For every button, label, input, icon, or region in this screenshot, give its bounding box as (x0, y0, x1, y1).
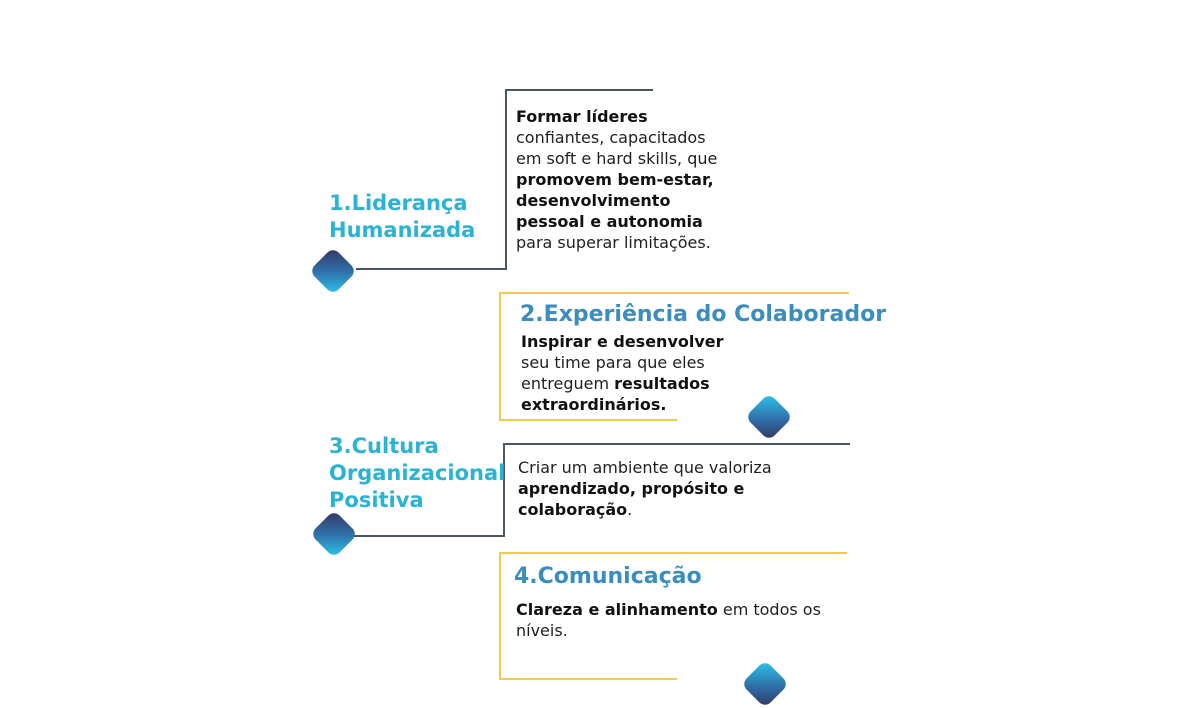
item-title: 4.Comunicação (514, 564, 702, 589)
item-title: 3.Cultura Organizacional Positiva (329, 434, 506, 512)
item-description (516, 599, 836, 641)
item-title: 1.Liderança Humanizada (329, 191, 476, 242)
emphasis-text: desenvolvimento (516, 191, 671, 210)
diamond-icon (310, 510, 358, 558)
emphasis-text: resultados (614, 374, 710, 393)
body-text: em soft e hard skills, que (516, 149, 718, 168)
connector-line (505, 89, 507, 270)
item-description (521, 331, 751, 415)
connector-line (499, 552, 501, 680)
connector-line (503, 443, 850, 445)
connector-line (499, 552, 847, 554)
emphasis-text: Clareza e alinhamento (516, 600, 718, 619)
emphasis-text: pessoal e autonomia (516, 212, 703, 231)
body-text: confiantes, capacitados (516, 128, 706, 147)
diamond-icon (745, 393, 793, 441)
body-text: . (627, 500, 633, 519)
emphasis-text: aprendizado, propósito e (518, 479, 745, 498)
body-text: níveis. (516, 621, 568, 640)
connector-line (499, 292, 501, 420)
item-description (516, 106, 746, 253)
emphasis-text: promovem bem-estar, (516, 170, 714, 189)
connector-line (499, 292, 849, 294)
item-title: 2.Experiência do Colaborador (520, 302, 887, 327)
emphasis-text: colaboração (518, 500, 628, 519)
body-text: Criar um ambiente que valoriza (518, 458, 772, 477)
connector-line (499, 419, 677, 421)
body-text: entreguem (521, 374, 615, 393)
connector-line (356, 268, 507, 270)
emphasis-text: Formar líderes (516, 107, 648, 126)
diamond-icon (309, 247, 357, 295)
connector-line (499, 678, 677, 680)
body-text: em todos os (717, 600, 821, 619)
body-text: seu time para que eles (521, 353, 705, 372)
body-text: para superar limitações. (516, 233, 711, 252)
emphasis-text: extraordinários. (521, 395, 667, 414)
emphasis-text: Inspirar e desenvolver (521, 332, 724, 351)
connector-line (505, 89, 653, 91)
diamond-icon (741, 660, 789, 708)
connector-line (354, 535, 505, 537)
item-description (518, 457, 818, 520)
